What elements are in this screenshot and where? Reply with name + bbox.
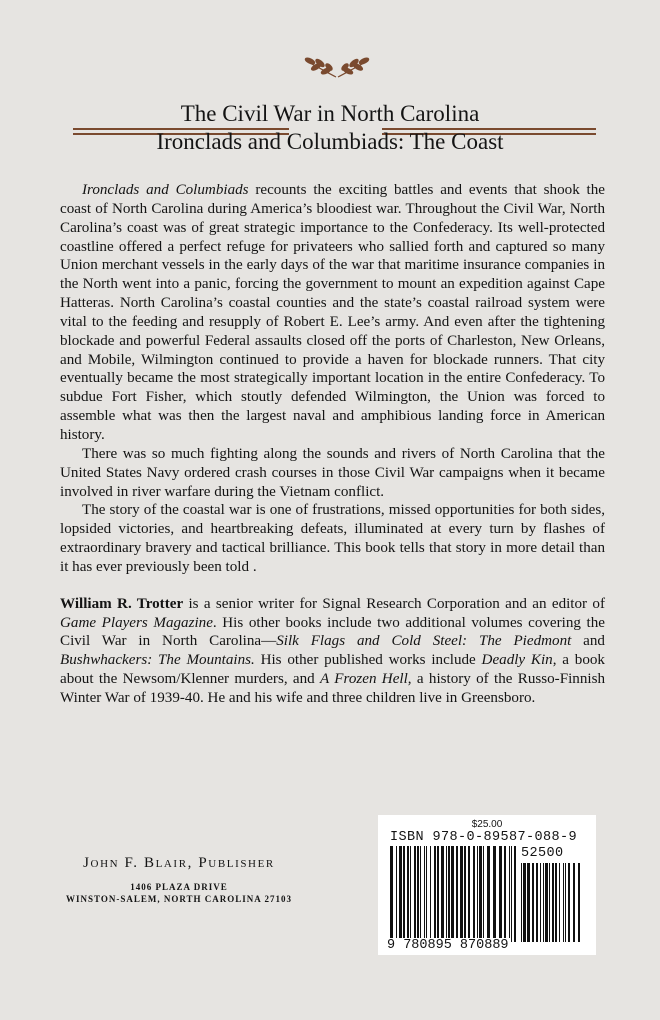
barcode-stripe: [573, 863, 575, 942]
barcode-stripe: [464, 846, 466, 942]
title-line-1: The Civil War in North Carolina: [180, 101, 480, 126]
barcode-stripe: [523, 863, 526, 942]
barcode-stripe: [493, 846, 496, 942]
description-text: recounts the exciting battles and events that shook the coast of North Carolina during America’s bloodiest war. Throughout the Civil War, North Carolina’s coast was of great strategic importance to the Confederacy. Its well-protected coastline offered a perfect refuge for privateers who sallied forth and captured so many Union merchant vessels in the early days of the war that maritime insurance companies in the North went into a panic, forcing the government to mount an expedition against Cape Hatteras. North Carolina’s coastal counties and the state’s coastal railroad system were vital to the feeding and resupply of Robert E. Lee’s army. And even after the tightening blockade and powerful Federal assaults closed off the ports of Charleston, New Orleans, and Mobile, Wilmington continued to provide a haven for blockade runners. That city eventually became the most strategically important location in the entire Confederacy. To subdue Fort Fisher, which stoutly defended Wilmington, the Union was forced to assemble what was then the largest naval and amphibious landing force in American history.: [60, 182, 605, 443]
barcode-stripe: [483, 846, 484, 942]
bio-text: His other published works include: [254, 652, 482, 669]
bio-text: and: [571, 633, 605, 650]
barcode-stripe: [527, 863, 530, 942]
barcode-stripe: [446, 846, 447, 942]
barcode-stripe: [568, 863, 570, 942]
bio-italic: Silk Flags and Cold Steel: The Piedmont: [276, 633, 572, 650]
bio-italic: Game Players Magazine: [60, 614, 213, 631]
publisher-name: [60, 855, 298, 872]
barcode-bars: [390, 846, 518, 942]
barcode-stripe: [441, 846, 444, 942]
barcode-stripe: [563, 863, 564, 942]
barcode-stripe: [407, 846, 409, 942]
barcode-stripe: [565, 863, 566, 942]
barcode-stripe: [430, 846, 431, 942]
barcode-stripe: [396, 846, 397, 942]
barcode-stripe: [460, 846, 463, 942]
author-name: William R. Trotter: [60, 595, 184, 612]
description-paragraph: There was so much fighting along the sounds and rivers of North Carolina that the United States Navy ordered crash courses in those Civil War campaigns when it became involved in river warfare during the Vietnam conflict.: [60, 445, 605, 500]
header-ornament: [0, 55, 660, 95]
price-label: $25.00: [471, 819, 503, 830]
publisher-block: [60, 855, 298, 905]
barcode-stripe: [578, 863, 580, 942]
barcode-stripe: [509, 846, 510, 942]
barcode-stripe: [552, 863, 554, 942]
barcode-stripe: [417, 846, 419, 942]
barcode-stripe: [456, 846, 458, 942]
publisher-address: [60, 881, 298, 905]
barcode-stripe: [549, 863, 550, 942]
barcode-label: [378, 815, 596, 955]
barcode-stripe: [477, 846, 478, 942]
book-title: [0, 100, 660, 156]
isbn-text: ISBN 978-0-89587-088-9: [390, 830, 578, 845]
bio-text: , a history of the Russo-Finnish Winter War of 1939-40. He and his wife and three children live in Greensboro.: [60, 671, 605, 706]
barcode-stripe: [424, 846, 425, 942]
barcode-stripe: [420, 846, 421, 942]
laurel-icon: [292, 55, 382, 95]
barcode-stripe: [499, 846, 502, 942]
title-line-2: Ironclads and Columbiads: The Coast: [156, 129, 504, 154]
barcode-stripe: [414, 846, 416, 942]
barcode-stripe: [504, 846, 506, 942]
addon-number: 52500: [521, 846, 564, 861]
address-line-2: WINSTON-SALEM, NORTH CAROLINA 27103: [65, 894, 293, 904]
barcode-stripe: [521, 863, 522, 942]
barcode-stripe: [555, 863, 557, 942]
bio-italic: A Frozen Hell: [320, 671, 408, 688]
barcode-stripe: [468, 846, 470, 942]
barcode-stripe: [487, 846, 490, 942]
barcode-stripe: [434, 846, 436, 942]
barcode-stripe: [479, 846, 482, 942]
barcode-stripe: [543, 863, 544, 942]
ean-number: 9 780895 870889: [387, 938, 509, 953]
barcode-stripe: [514, 846, 516, 942]
barcode-stripe: [410, 846, 411, 942]
bio-italic: Deadly Kin: [481, 652, 553, 669]
bio-italic: Bushwhackers: The Mountains.: [60, 652, 255, 669]
barcode-stripe: [532, 863, 534, 942]
barcode-stripe: [399, 846, 402, 942]
publisher-name-text: John F. Blair, Publisher: [83, 855, 275, 871]
barcode-stripe: [559, 863, 560, 942]
book-title-italic: Ironclads and Columbiads: [82, 182, 249, 198]
barcode-stripe: [545, 863, 548, 942]
barcode-stripe: [473, 846, 475, 942]
bio-text: . His other books include two additional volumes covering the Civil War in North Carolina—: [60, 614, 605, 650]
barcode-stripe: [451, 846, 454, 942]
barcode-stripe: [511, 846, 512, 942]
addon-barcode-bars: [521, 863, 581, 942]
barcode-stripe: [540, 863, 541, 942]
description-paragraph: The story of the coastal war is one of frustrations, missed opportunities for both sides, lopsided victories, and heartbreaking defeats, illuminated at every turn by flashes of extraordinary bravery and tactical brilliance. This book tells that story in more detail than it has ever previously been told .: [60, 502, 605, 575]
address-line-1: 1406 PLAZA DRIVE: [130, 882, 228, 892]
back-cover-text: [60, 181, 605, 708]
description-paragraph: [60, 181, 605, 445]
barcode-stripe: [437, 846, 439, 942]
bio-text: , a book about the Newsom/Klenner murders, and: [60, 652, 605, 688]
barcode-stripe: [536, 863, 538, 942]
bio-text: is a senior writer for Signal Research Corporation and an editor of: [183, 595, 605, 612]
barcode-stripe: [448, 846, 450, 942]
barcode-stripe: [426, 846, 427, 942]
barcode-stripe: [403, 846, 405, 942]
barcode-stripe: [390, 846, 393, 942]
author-bio: [60, 595, 605, 708]
